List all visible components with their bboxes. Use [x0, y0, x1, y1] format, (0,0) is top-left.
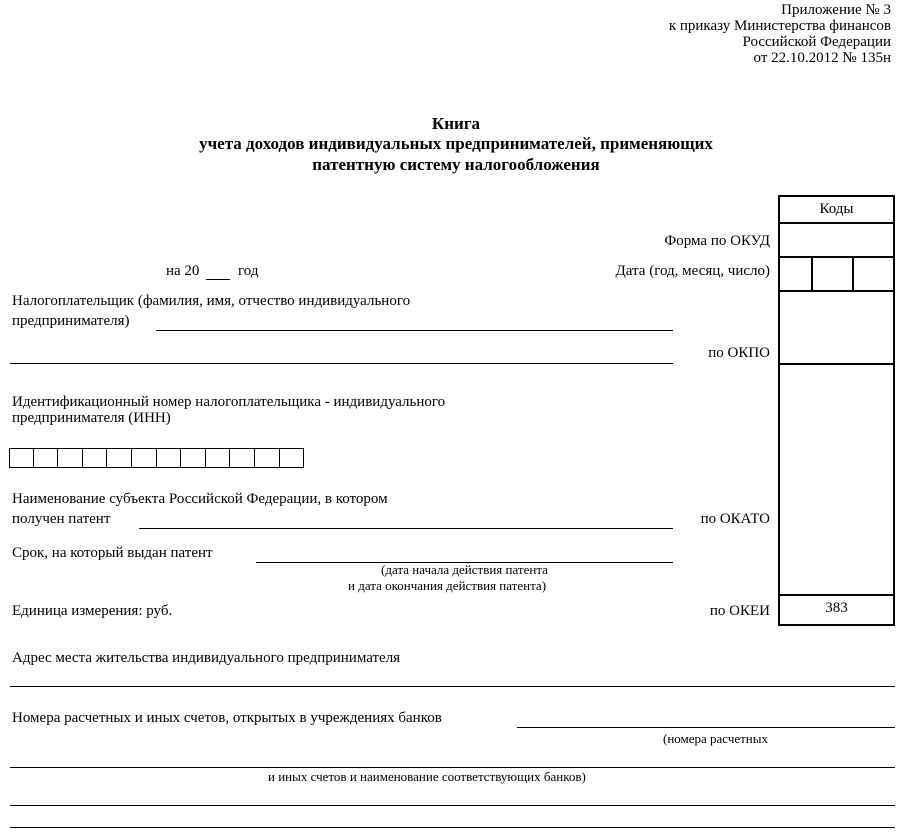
year-suffix: год	[238, 263, 259, 279]
ministry-name: Российской Федерации	[742, 34, 891, 50]
book-subtitle-line2: патентную систему налогообложения	[312, 155, 600, 174]
address-label: Адрес места жительства индивидуального предпринимателя	[12, 650, 401, 666]
accounts-field[interactable]	[517, 727, 895, 728]
codes-table	[778, 195, 895, 626]
inn-cell[interactable]	[83, 448, 108, 468]
date-label: Дата (год, месяц, число)	[615, 263, 770, 279]
patent-term-label: Срок, на который выдан патент	[12, 545, 213, 561]
date-cell-divider-1	[811, 256, 813, 290]
patent-term-hint-line2: и дата окончания действия патента)	[348, 578, 547, 593]
order-date: от 22.10.2012 № 135н	[753, 50, 891, 66]
date-cell-divider-2	[852, 256, 854, 290]
book-subtitle-line1: учета доходов индивидуальных предпринимателей, применяющих	[199, 134, 713, 153]
inn-label-line2: предпринимателя (ИНН)	[12, 410, 171, 426]
book-title: Книга	[431, 114, 481, 133]
inn-cell[interactable]	[157, 448, 182, 468]
appendix-number: Приложение № 3	[781, 2, 891, 18]
codes-divider-header	[778, 222, 895, 224]
accounts-field-line4[interactable]	[10, 827, 895, 828]
inn-cell[interactable]	[280, 448, 305, 468]
inn-cell[interactable]	[255, 448, 280, 468]
codes-divider-okato	[778, 594, 895, 596]
region-field[interactable]	[139, 528, 673, 529]
codes-header: Коды	[819, 201, 854, 217]
accounts-field-line3[interactable]	[10, 805, 895, 806]
inn-cell[interactable]	[9, 448, 34, 468]
unit-label: Единица измерения: руб.	[12, 603, 173, 619]
okud-label: Форма по ОКУД	[664, 233, 770, 249]
inn-cell[interactable]	[230, 448, 255, 468]
accounts-field-line2[interactable]	[10, 767, 895, 768]
inn-cells[interactable]	[9, 448, 304, 468]
okato-label: по ОКАТО	[700, 511, 770, 527]
inn-label-line1: Идентификационный номер налогоплательщика - индивидуального	[12, 394, 446, 410]
inn-cell[interactable]	[58, 448, 83, 468]
inn-cell[interactable]	[132, 448, 157, 468]
inn-cell[interactable]	[206, 448, 231, 468]
accounts-label: Номера расчетных и иных счетов, открытых в учреждениях банков	[12, 710, 442, 726]
taxpayer-name-field[interactable]	[156, 330, 673, 331]
inn-cell[interactable]	[181, 448, 206, 468]
okei-code-value[interactable]: 383	[825, 600, 848, 616]
okei-label: по ОКЕИ	[709, 603, 770, 619]
inn-cell[interactable]	[34, 448, 59, 468]
order-reference: к приказу Министерства финансов	[668, 18, 891, 34]
okpo-label: по ОКПО	[708, 345, 770, 361]
year-prefix: на 20	[166, 263, 200, 279]
region-label-line1: Наименование субъекта Российской Федерации, в котором	[12, 491, 388, 507]
taxpayer-label-line1: Налогоплательщик (фамилия, имя, отчество индивидуального	[12, 293, 411, 309]
inn-cell[interactable]	[107, 448, 132, 468]
taxpayer-name-field-continued[interactable]	[10, 363, 673, 364]
address-field[interactable]	[10, 686, 895, 687]
taxpayer-label-line2: предпринимателя)	[12, 313, 130, 329]
codes-divider-okud	[778, 256, 895, 258]
codes-divider-date	[778, 290, 895, 292]
accounts-hint-line2: и иных счетов и наименование соответствующих банков)	[268, 769, 586, 784]
accounts-hint-line1: (номера расчетных	[662, 731, 768, 746]
patent-term-hint-line1: (дата начала действия патента	[381, 562, 548, 577]
year-field[interactable]	[206, 279, 230, 280]
codes-divider-okpo	[778, 363, 895, 365]
region-label-line2: получен патент	[12, 511, 111, 527]
